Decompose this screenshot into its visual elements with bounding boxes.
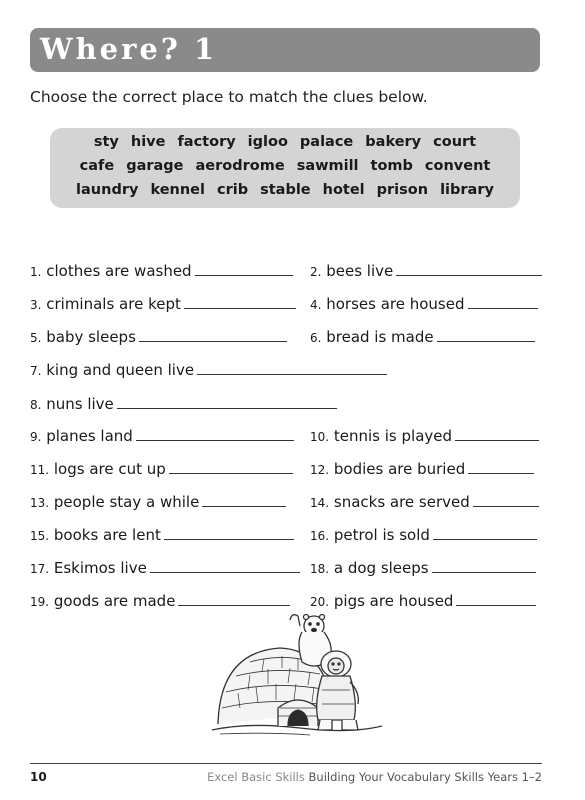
question-13 bbox=[30, 492, 286, 512]
word-bank-word: tomb bbox=[370, 158, 413, 174]
question-clue: pigs are housed bbox=[333, 592, 454, 610]
question-clue: criminals are kept bbox=[46, 295, 181, 313]
question-clue: petrol is sold bbox=[333, 526, 430, 544]
question-10 bbox=[310, 426, 539, 446]
question-number: 14. bbox=[310, 496, 330, 510]
word-bank-word: sawmill bbox=[296, 158, 359, 174]
word-bank-row-2 bbox=[50, 158, 520, 174]
answer-blank[interactable] bbox=[473, 492, 539, 507]
question-number: 9. bbox=[30, 430, 42, 444]
word-bank bbox=[50, 128, 520, 208]
question-18 bbox=[310, 558, 536, 578]
word-bank-word: court bbox=[433, 134, 477, 150]
title-bar bbox=[30, 28, 540, 72]
answer-blank[interactable] bbox=[195, 261, 293, 276]
question-number: 1. bbox=[30, 265, 42, 279]
question-number: 15. bbox=[30, 529, 50, 543]
question-clue: planes land bbox=[46, 427, 133, 445]
word-bank-word: garage bbox=[126, 158, 184, 174]
question-6 bbox=[310, 327, 535, 347]
word-bank-word: sty bbox=[93, 134, 119, 150]
word-bank-word: prison bbox=[376, 182, 429, 198]
word-bank-word: palace bbox=[299, 134, 354, 150]
word-bank-word: cafe bbox=[79, 158, 115, 174]
footer-series: Excel Basic Skills bbox=[207, 770, 305, 784]
question-clue: horses are housed bbox=[326, 295, 465, 313]
question-clue: people stay a while bbox=[53, 493, 200, 511]
question-8 bbox=[30, 394, 337, 414]
question-number: 2. bbox=[310, 265, 322, 279]
question-clue: tennis is played bbox=[333, 427, 453, 445]
question-number: 6. bbox=[310, 331, 322, 345]
word-bank-row-3 bbox=[50, 182, 520, 198]
question-11 bbox=[30, 459, 293, 479]
question-number: 8. bbox=[30, 398, 42, 412]
question-3 bbox=[30, 294, 296, 314]
question-number: 3. bbox=[30, 298, 42, 312]
question-number: 18. bbox=[310, 562, 330, 576]
question-number: 11. bbox=[30, 463, 50, 477]
answer-blank[interactable] bbox=[139, 327, 287, 342]
answer-blank[interactable] bbox=[164, 525, 294, 540]
footer-credit bbox=[207, 770, 542, 784]
question-number: 17. bbox=[30, 562, 50, 576]
question-number: 5. bbox=[30, 331, 42, 345]
question-19 bbox=[30, 591, 290, 611]
word-bank-word: bakery bbox=[365, 134, 422, 150]
word-bank-word: aerodrome bbox=[195, 158, 285, 174]
question-number: 16. bbox=[310, 529, 330, 543]
question-9 bbox=[30, 426, 294, 446]
question-number: 20. bbox=[310, 595, 330, 609]
question-12 bbox=[310, 459, 534, 479]
question-clue: logs are cut up bbox=[53, 460, 166, 478]
question-number: 4. bbox=[310, 298, 322, 312]
page-title: Where? 1 bbox=[40, 32, 218, 66]
word-bank-word: hotel bbox=[322, 182, 365, 198]
word-bank-word: laundry bbox=[76, 182, 139, 198]
question-clue: clothes are washed bbox=[46, 262, 192, 280]
question-16 bbox=[310, 525, 537, 545]
question-clue: bodies are buried bbox=[333, 460, 466, 478]
question-clue: Eskimos live bbox=[53, 559, 147, 577]
answer-blank[interactable] bbox=[117, 394, 337, 409]
footer-divider bbox=[30, 763, 542, 764]
answer-blank[interactable] bbox=[202, 492, 286, 507]
answer-blank[interactable] bbox=[455, 426, 539, 441]
question-clue: bees live bbox=[326, 262, 394, 280]
answer-blank[interactable] bbox=[178, 591, 290, 606]
question-number: 12. bbox=[310, 463, 330, 477]
answer-blank[interactable] bbox=[433, 525, 537, 540]
word-bank-word: convent bbox=[424, 158, 491, 174]
word-bank-word: factory bbox=[177, 134, 236, 150]
instruction-text: Choose the correct place to match the clues below. bbox=[30, 88, 428, 106]
word-bank-row-1 bbox=[50, 134, 520, 150]
question-clue: books are lent bbox=[53, 526, 161, 544]
question-clue: a dog sleeps bbox=[333, 559, 429, 577]
word-bank-word: kennel bbox=[150, 182, 205, 198]
answer-blank[interactable] bbox=[197, 360, 387, 375]
page-number: 10 bbox=[30, 770, 47, 784]
question-15 bbox=[30, 525, 294, 545]
answer-blank[interactable] bbox=[468, 294, 538, 309]
answer-blank[interactable] bbox=[396, 261, 542, 276]
question-7 bbox=[30, 360, 387, 380]
answer-blank[interactable] bbox=[432, 558, 536, 573]
question-1 bbox=[30, 261, 293, 281]
answer-blank[interactable] bbox=[456, 591, 536, 606]
word-bank-word: hive bbox=[130, 134, 166, 150]
question-clue: snacks are served bbox=[333, 493, 470, 511]
question-number: 13. bbox=[30, 496, 50, 510]
word-bank-word: stable bbox=[260, 182, 311, 198]
question-number: 10. bbox=[310, 430, 330, 444]
footer-book-title: Building Your Vocabulary Skills Years 1–2 bbox=[308, 770, 542, 784]
answer-blank[interactable] bbox=[150, 558, 300, 573]
question-clue: nuns live bbox=[46, 395, 114, 413]
question-number: 7. bbox=[30, 364, 42, 378]
question-clue: goods are made bbox=[53, 592, 176, 610]
question-2 bbox=[310, 261, 542, 281]
question-20 bbox=[310, 591, 536, 611]
question-clue: king and queen live bbox=[46, 361, 195, 379]
question-14 bbox=[310, 492, 539, 512]
answer-blank[interactable] bbox=[437, 327, 535, 342]
answer-blank[interactable] bbox=[184, 294, 296, 309]
question-4 bbox=[310, 294, 538, 314]
question-5 bbox=[30, 327, 287, 347]
igloo-illustration bbox=[210, 612, 385, 737]
word-bank-word: igloo bbox=[247, 134, 288, 150]
word-bank-word: crib bbox=[216, 182, 249, 198]
question-17 bbox=[30, 558, 300, 578]
word-bank-word: library bbox=[440, 182, 494, 198]
question-clue: baby sleeps bbox=[46, 328, 136, 346]
answer-blank[interactable] bbox=[169, 459, 293, 474]
answer-blank[interactable] bbox=[468, 459, 534, 474]
question-clue: bread is made bbox=[326, 328, 434, 346]
answer-blank[interactable] bbox=[136, 426, 294, 441]
question-number: 19. bbox=[30, 595, 50, 609]
